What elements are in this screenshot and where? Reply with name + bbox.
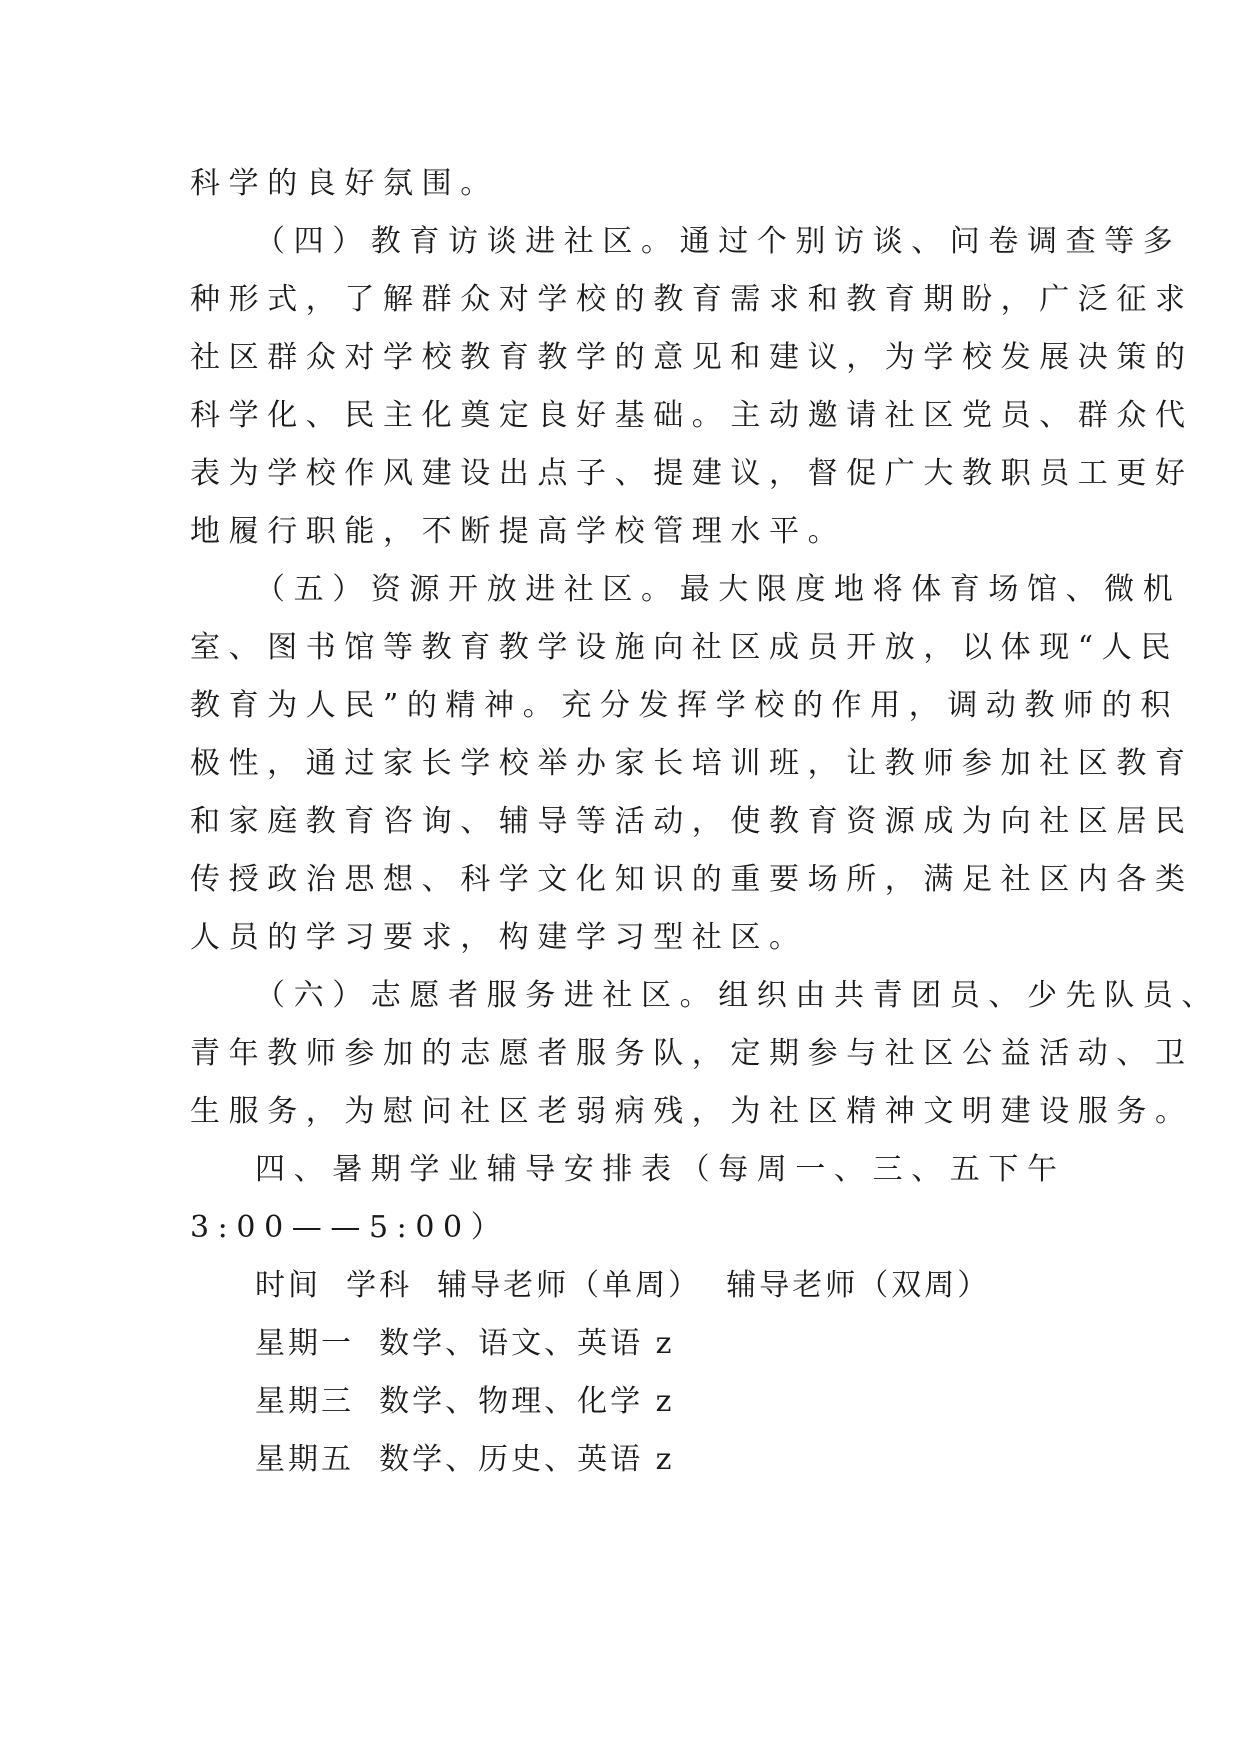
text-line: 传授政治思想、科学文化知识的重要场所，满足社区内各类 — [190, 862, 1194, 897]
row-day: 星期一 — [255, 1326, 354, 1361]
text-line: 地履行职能，不断提高学校管理水平。 — [190, 514, 847, 549]
row-day: 星期五 — [255, 1442, 354, 1477]
row-subjects: 数学、语文、英语 — [379, 1326, 644, 1361]
text-line: 科学的良好氛围。 — [190, 166, 499, 201]
text-line: 人员的学习要求，构建学习型社区。 — [190, 920, 808, 955]
schedule-row — [190, 1373, 1052, 1431]
text-line: 表为学校作风建设出点子、提建议，督促广大教职员工更好 — [190, 456, 1194, 491]
text-line: 和家庭教育咨询、辅导等活动，使教育资源成为向社区居民 — [190, 804, 1194, 839]
text-line: 社区群众对学校教育教学的意见和建议，为学校发展决策的 — [190, 340, 1194, 375]
row-teacher: z — [655, 1326, 675, 1361]
body-text — [190, 155, 1220, 1489]
text-line: （四）教育访谈进社区。通过个别访谈、问卷调查等多 — [255, 224, 1182, 259]
row-teacher: z — [655, 1384, 675, 1419]
row-day: 星期三 — [255, 1384, 354, 1419]
header-subject: 学科 — [346, 1268, 413, 1303]
text-line: 科学化、民主化奠定良好基础。主动邀请社区党员、群众代 — [190, 398, 1194, 433]
row-subjects: 数学、物理、化学 — [379, 1384, 644, 1419]
text-line: 生服务，为慰问社区老弱病残，为社区精神文明建设服务。 — [190, 1094, 1194, 1129]
schedule-row — [190, 1431, 1052, 1489]
row-subjects: 数学、历史、英语 — [379, 1442, 644, 1477]
text-line: 3:00——5:00） — [190, 1210, 510, 1245]
schedule-header-row — [190, 1257, 1052, 1315]
text-line: （五）资源开放进社区。最大限度地将体育场馆、微机 — [255, 572, 1182, 607]
header-teacher-even-week: 辅导老师（双周） — [726, 1268, 991, 1303]
text-line: （六）志愿者服务进社区。组织由共青团员、少先队员、 — [255, 978, 1220, 1013]
text-line: 种形式，了解群众对学校的教育需求和教育期盼，广泛征求 — [190, 282, 1194, 317]
section-heading: 四、暑期学业辅导安排表（每周一、三、五下午 — [255, 1152, 1066, 1187]
header-teacher-odd-week: 辅导老师（单周） — [437, 1268, 702, 1303]
header-time: 时间 — [255, 1268, 321, 1303]
schedule-row — [190, 1315, 1052, 1373]
row-teacher: z — [655, 1442, 675, 1477]
schedule-table — [190, 1257, 1052, 1489]
text-line: 极性，通过家长学校举办家长培训班，让教师参加社区教育 — [190, 746, 1194, 781]
text-line: 室、图书馆等教育教学设施向社区成员开放，以体现“人民 — [190, 630, 1179, 665]
text-line: 青年教师参加的志愿者服务队，定期参与社区公益活动、卫 — [190, 1036, 1194, 1071]
text-line: 教育为人民”的精神。充分发挥学校的作用，调动教师的积 — [190, 688, 1179, 723]
